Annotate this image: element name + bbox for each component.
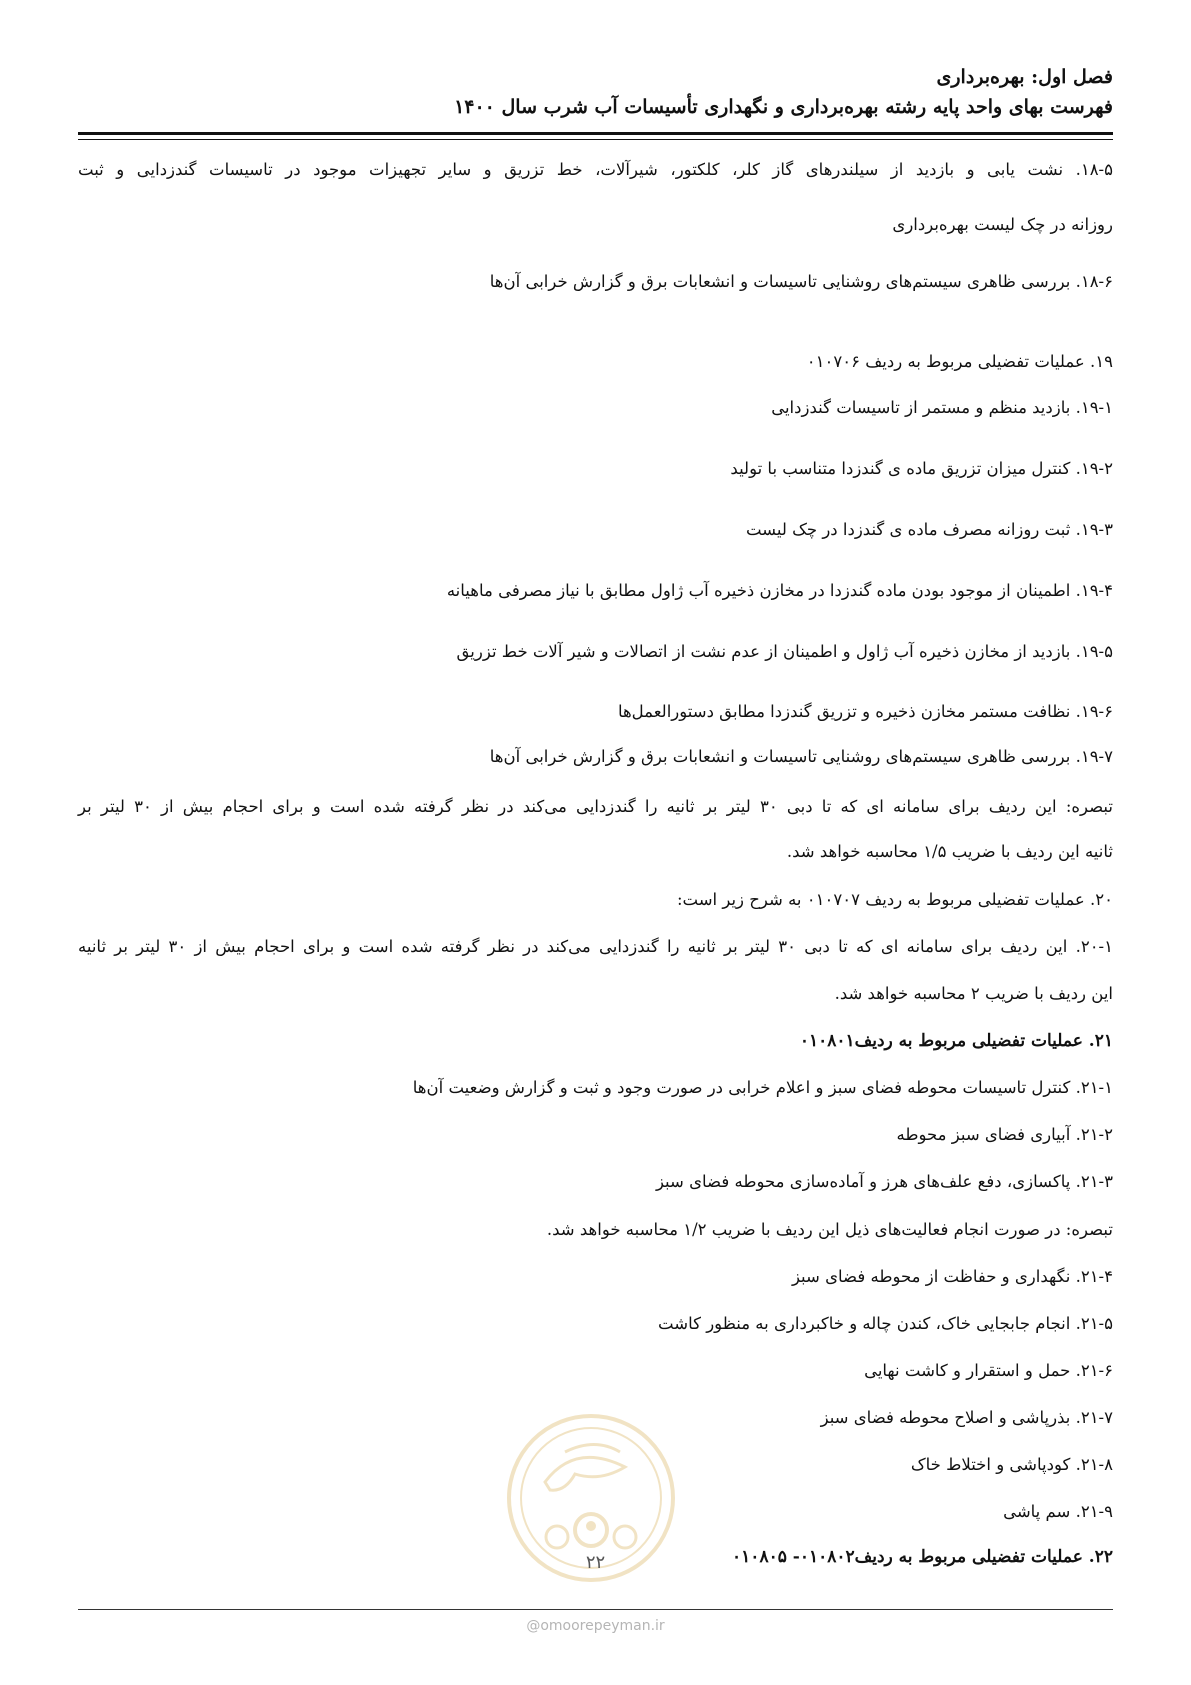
item-21-8: ۲۱-۸. کودپاشی و اختلاط خاک (910, 1455, 1113, 1474)
item-19-7: ۱۹-۷. بررسی ظاهری سیستم‌های روشنایی تاسیسات و انشعابات برق و گزارش خرابی آن‌ها (489, 747, 1113, 766)
item-18-6: ۱۸-۶. بررسی ظاهری سیستم‌های روشنایی تاسیسات و انشعابات برق و گزارش خرابی آن‌ها (489, 272, 1113, 291)
item-19-6: ۱۹-۶. نظافت مستمر مخازن ذخیره و تزریق گندزدا مطابق دستورالعمل‌ها (617, 702, 1113, 721)
item-21-2: ۲۱-۲. آبیاری فضای سبز محوطه (896, 1125, 1113, 1144)
note-1-line-1: تبصره: این ردیف برای سامانه ای که تا دبی ۳۰ لیتر بر ثانیه را گندزدایی می‌کند در نظر گرفته شده است و برای احجام بیش از ۳۰ لیتر بر (78, 797, 1114, 816)
note-1-line-2: ثانیه این ردیف با ضریب ۱/۵ محاسبه خواهد شد. (786, 842, 1113, 861)
item-18-5-line-2: روزانه در چک لیست بهره‌برداری (892, 215, 1113, 234)
watermark-url: @omoorepeyman.ir (526, 1618, 665, 1634)
footer-rule (78, 1609, 1113, 1610)
item-21-3: ۲۱-۳. پاکسازی، دفع علف‌های هرز و آماده‌سازی محوطه فضای سبز (655, 1172, 1113, 1191)
item-19-4: ۱۹-۴. اطمینان از موجود بودن ماده گندزدا در مخازن ذخیره آب ژاول مطابق با نیاز مصرفی ماهیانه (446, 581, 1113, 600)
note-2: تبصره: در صورت انجام فعالیت‌های ذیل این ردیف با ضریب ۱/۲ محاسبه خواهد شد. (546, 1220, 1113, 1239)
chapter-title: فصل اول: بهره‌برداری (936, 66, 1113, 88)
item-21-5: ۲۱-۵. انجام جابجایی خاک، کندن چاله و خاکبرداری به منظور کاشت (658, 1314, 1113, 1333)
item-20-heading: ۲۰. عملیات تفضیلی مربوط به ردیف ۰۱۰۷۰۷ به شرح زیر است: (676, 890, 1113, 909)
item-20-1-line-2: این ردیف با ضریب ۲ محاسبه خواهد شد. (834, 984, 1113, 1003)
item-19-5: ۱۹-۵. بازدید از مخازن ذخیره آب ژاول و اطمینان از عدم نشت از اتصالات و شیر آلات خط تزریق (456, 642, 1113, 661)
item-21-4: ۲۱-۴. نگهداری و حفاظت از محوطه فضای سبز (791, 1267, 1113, 1286)
document-title: فهرست بهای واحد پایه رشته بهره‌برداری و نگهداری تأسیسات آب شرب سال ۱۴۰۰ (454, 96, 1113, 118)
item-20-1-line-1: ۲۰-۱. این ردیف برای سامانه ای که تا دبی ۳۰ لیتر بر ثانیه را گندزدایی می‌کند در نظر گرفته شده است و برای احجام بیش از ۳۰ لیتر بر ثانیه (78, 937, 1113, 956)
item-21-heading: ۲۱. عملیات تفضیلی مربوط به ردیف۰۱۰۸۰۱ (799, 1031, 1113, 1051)
item-19-heading: ۱۹. عملیات تفضیلی مربوط به ردیف ۰۱۰۷۰۶ (806, 352, 1113, 371)
item-19-2: ۱۹-۲. کنترل میزان تزریق ماده ی گندزدا متناسب با تولید (730, 459, 1113, 478)
item-22-heading: ۲۲. عملیات تفضیلی مربوط به ردیف۰۱۰۸۰۲- ۰۱۰۸۰۵ (732, 1547, 1113, 1567)
item-21-1: ۲۱-۱. کنترل تاسیسات محوطه فضای سبز و اعلام خرابی در صورت وجود و ثبت و گزارش وضعیت آن‌ها (412, 1078, 1113, 1097)
item-18-5-line-1: ۱۸-۵. نشت یابی و بازدید از سیلندرهای گاز کلر، کلکتور، شیرآلات، خط تزریق و سایر تجهیزات موجود در تاسیسات گندزدایی و ثبت (78, 160, 1113, 179)
item-19-3: ۱۹-۳. ثبت روزانه مصرف ماده ی گندزدا در چک لیست (745, 520, 1113, 539)
item-19-1: ۱۹-۱. بازدید منظم و مستمر از تاسیسات گندزدایی (771, 398, 1113, 417)
item-21-7: ۲۱-۷. بذرپاشی و اصلاح محوطه فضای سبز (820, 1408, 1113, 1427)
page-number: ۲۲ (585, 1552, 606, 1573)
item-21-9: ۲۱-۹. سم پاشی (1003, 1502, 1113, 1521)
item-21-6: ۲۱-۶. حمل و استقرار و کاشت نهایی (864, 1361, 1113, 1380)
